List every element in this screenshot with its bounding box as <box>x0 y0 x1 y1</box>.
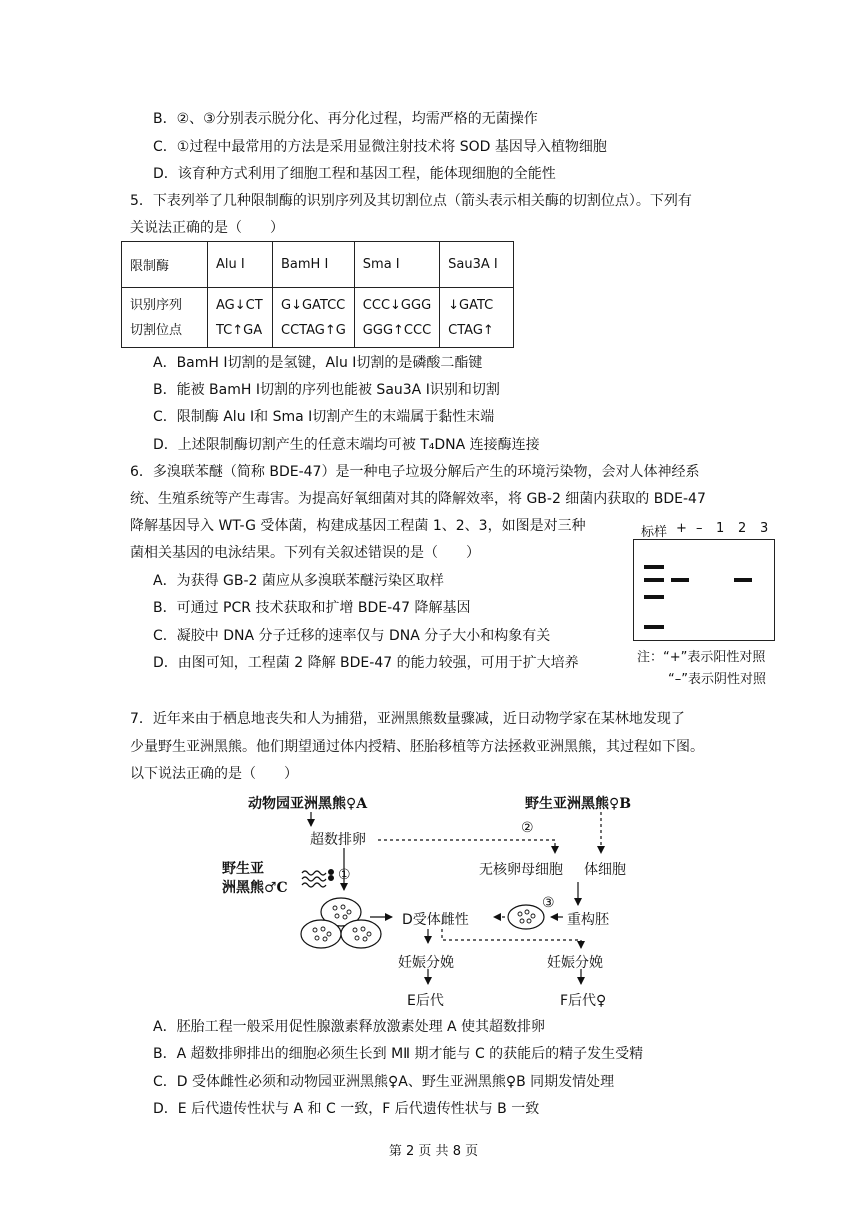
q5-stem-line1: 5．下表列举了几种限制酶的识别序列及其切割位点（箭头表示相关酶的切割位点）。下列有 <box>130 193 692 209</box>
pregnancy-right-label: 妊娠分娩 <box>547 955 603 971</box>
row-label-recognition: 识别序列 <box>130 297 183 313</box>
q4-option-d: D．该育种方式利用了细胞工程和基因工程，能体现细胞的全能性 <box>153 166 556 182</box>
gel-lane-label: 2 <box>738 521 747 536</box>
q7-stem-line3: 以下说法正确的是（ ） <box>130 766 298 782</box>
gel-note-negative: “–”表示阴性对照 <box>668 672 766 687</box>
reconstructed-embryo-label: 重构胚 <box>567 912 609 928</box>
q4-option-c: C．①过程中最常用的方法是采用显微注射技术将 SOD 基因导入植物细胞 <box>153 139 607 155</box>
q6-option-b: B．可通过 PCR 技术获取和扩增 BDE-47 降解基因 <box>153 600 471 616</box>
q6-option-a: A．为获得 GB-2 菌应从多溴联苯醚污染区取样 <box>153 573 444 589</box>
step-3-marker: ③ <box>542 895 555 911</box>
seq-bottom: TC↑GA <box>216 322 263 338</box>
seq-bottom: CTAG↑ <box>448 322 494 338</box>
gel-lane-label: 3 <box>760 521 769 536</box>
table-header-cell: 限制酶 <box>122 242 208 288</box>
pregnancy-left-label: 妊娠分娩 <box>398 955 454 971</box>
q5-option-a: A．BamH Ⅰ切割的是氢键，Alu Ⅰ切割的是磷酸二酯键 <box>153 355 483 371</box>
q7-stem-line2: 少量野生亚洲黑熊。他们期望通过体内授精、胚胎移植等方法拯救亚洲黑熊，其过程如下图。 <box>130 739 704 755</box>
q5-option-c: C．限制酶 Alu Ⅰ和 Sma Ⅰ切割产生的末端属于黏性末端 <box>153 409 495 425</box>
superovulation-label: 超数排卵 <box>310 832 366 848</box>
zoo-bear-a-label: 动物园亚洲黑熊♀A <box>248 796 368 812</box>
enucleated-oocyte-label: 无核卵母细胞 <box>479 862 563 878</box>
q5-option-b: B．能被 BamH Ⅰ切割的序列也能被 Sau3A Ⅰ识别和切割 <box>153 382 500 398</box>
q7-stem-line1: 7．近年来由于栖息地丧失和人为捕猎，亚洲黑熊数量骤减，近日动物学家在某林地发现了 <box>130 711 685 727</box>
row-label-cut-site: 切割位点 <box>130 322 183 338</box>
table-header-cell: Sma Ⅰ <box>354 242 439 288</box>
q4-option-b: B．②、③分别表示脱分化、再分化过程，均需严格的无菌操作 <box>153 111 538 127</box>
wild-bear-b-label: 野生亚洲黑熊♀B <box>525 796 632 812</box>
offspring-f-label: F后代♀ <box>560 993 607 1009</box>
gel-lane-label: 1 <box>716 521 725 536</box>
table-header-cell: BamH Ⅰ <box>273 242 355 288</box>
q6-option-c: C．凝胶中 DNA 分子迁移的速率仅与 DNA 分子大小和构象有关 <box>153 628 551 644</box>
q7-option-a: A．胚胎工程一般采用促性腺激素释放激素处理 A 使其超数排卵 <box>153 1019 546 1035</box>
page-footer: 第 2 页 共 8 页 <box>388 1144 479 1159</box>
gel-marker-label: 标样 <box>641 525 668 540</box>
gel-lane-label: + <box>676 521 687 536</box>
step-2-marker: ② <box>521 820 534 836</box>
seq-top: G↓GATCC <box>281 297 346 313</box>
gel-note-positive: 注：“+”表示阳性对照 <box>637 650 766 665</box>
table-header-cell: Sau3A Ⅰ <box>440 242 514 288</box>
q6-stem-line3: 降解基因导入 WT-G 受体菌，构建成基因工程菌 1、2、3，如图是对三种 <box>130 518 586 534</box>
seq-top: ↓GATC <box>448 297 494 313</box>
seq-bottom: GGG↑CCC <box>362 322 432 338</box>
q6-stem-line2: 统、生殖系统等产生毒害。为提高好氧细菌对其的降解效率，将 GB-2 细菌内获取的 BDE-47 <box>130 491 706 507</box>
somatic-cell-label: 体细胞 <box>584 862 626 878</box>
q7-option-d: D．E 后代遗传性状与 A 和 C 一致，F 后代遗传性状与 B 一致 <box>153 1101 540 1117</box>
offspring-e-label: E后代 <box>407 993 444 1009</box>
step-1-marker: ① <box>338 867 351 883</box>
seq-top: AG↓CT <box>216 297 263 313</box>
q7-option-b: B．A 超数排卵排出的细胞必须生长到 MⅡ 期才能与 C 的获能后的精子发生受精 <box>153 1046 644 1062</box>
recipient-d-label: D受体雌性 <box>402 912 469 928</box>
q5-stem-line2: 关说法正确的是（ ） <box>130 220 284 236</box>
q5-option-d: D．上述限制酶切割产生的任意末端均可被 T₄DNA 连接酶连接 <box>153 437 540 453</box>
wild-bear-c-label-line1: 野生亚 <box>222 861 264 877</box>
seq-top: CCC↓GGG <box>362 297 432 313</box>
seq-bottom: CCTAG↑G <box>281 322 346 338</box>
q7-option-c: C．D 受体雌性必须和动物园亚洲黑熊♀A、野生亚洲黑熊♀B 同期发情处理 <box>153 1074 615 1090</box>
gel-lane-label: – <box>696 521 703 536</box>
table-header-cell: Alu Ⅰ <box>208 242 273 288</box>
q6-stem-line4: 菌相关基因的电泳结果。下列有关叙述错误的是（ ） <box>130 545 480 561</box>
q6-stem-line1: 6．多溴联苯醚（简称 BDE-47）是一种电子垃圾分解后产生的环境污染物，会对人体神经系 <box>130 464 700 480</box>
q6-option-d: D．由图可知，工程菌 2 降解 BDE-47 的能力较强，可用于扩大培养 <box>153 655 579 671</box>
wild-bear-c-label-line2: 洲黑熊♂C <box>222 880 288 896</box>
